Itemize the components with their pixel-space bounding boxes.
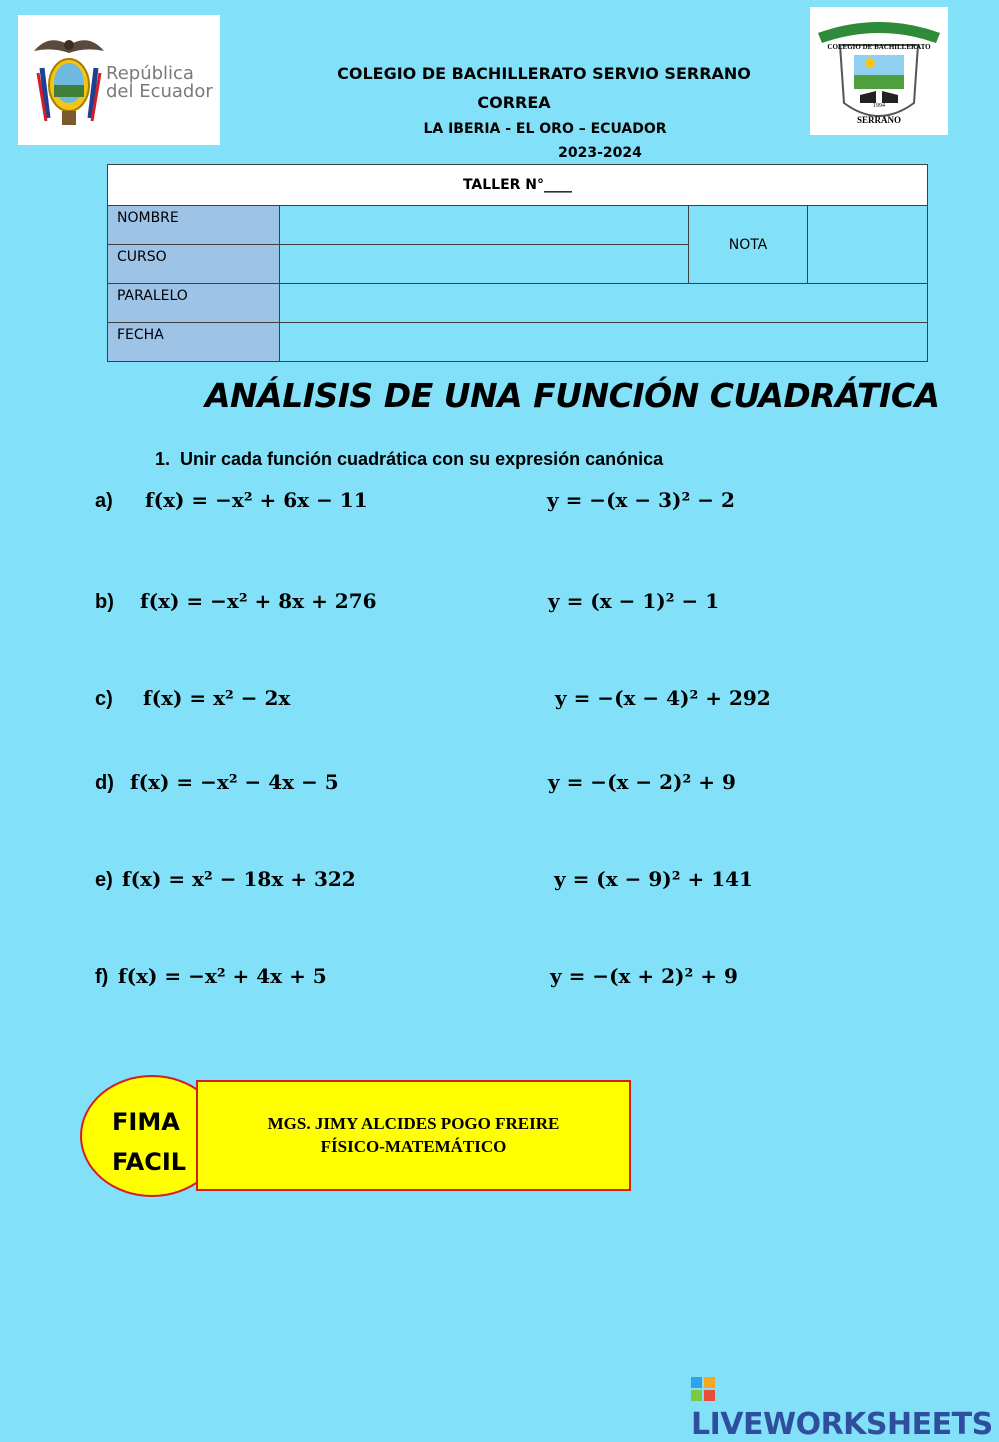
school-name-line2: CORREA (477, 93, 551, 112)
brand-line1: FIMA (112, 1108, 180, 1136)
school-year: 2023-2024 (558, 145, 642, 161)
grade-label: NOTA (689, 206, 808, 284)
name-field[interactable] (280, 206, 689, 245)
school-location: LA IBERIA - EL ORO – ECUADOR (423, 121, 667, 137)
liveworksheets-icon (691, 1377, 715, 1401)
seal-top-text: COLEGIO DE BACHILLERATO (827, 43, 931, 51)
logo-text-republica: República (106, 63, 194, 84)
school-seal (810, 7, 948, 135)
item-f-canonical[interactable]: y = −(x + 2)² + 9 (550, 964, 738, 988)
author-box (196, 1080, 631, 1191)
brand-name (112, 1102, 186, 1182)
school-seal-icon (810, 7, 948, 135)
student-info-table (107, 164, 928, 362)
instruction-text: Unir cada función cuadrática con su expresión canónica (180, 449, 664, 469)
footer-brand: LIVEWORKSHEETS (691, 1407, 993, 1442)
item-c-function[interactable]: f(x) = x² − 2x (143, 686, 291, 710)
course-label: CURSO (108, 245, 280, 284)
brand-line2: FACIL (112, 1148, 187, 1176)
grade-field[interactable] (808, 206, 928, 284)
liveworksheets-logo (691, 1372, 999, 1442)
item-f-letter: f) (95, 966, 109, 988)
instruction-number: 1. (155, 449, 171, 469)
author-role: FÍSICO-MATEMÁTICO (320, 1137, 507, 1156)
seal-year: 1994 (873, 103, 885, 109)
instruction (155, 449, 663, 470)
item-a-canonical[interactable]: y = −(x − 3)² − 2 (547, 488, 735, 512)
item-e-letter: e) (95, 869, 113, 891)
date-label: FECHA (108, 323, 280, 362)
item-f-function[interactable]: f(x) = −x² + 4x + 5 (118, 964, 327, 988)
item-a-letter: a) (95, 490, 113, 512)
page-title: ANÁLISIS DE UNA FUNCIÓN CUADRÁTICA (205, 376, 940, 415)
name-label: NOMBRE (108, 206, 280, 245)
section-field[interactable] (280, 284, 928, 323)
workshop-title: TALLER N°____ (108, 165, 928, 206)
course-field[interactable] (280, 245, 689, 284)
item-b-function[interactable]: f(x) = −x² + 8x + 276 (140, 589, 377, 613)
item-d-function[interactable]: f(x) = −x² − 4x − 5 (130, 770, 339, 794)
item-c-letter: c) (95, 688, 113, 710)
section-label: PARALELO (108, 284, 280, 323)
school-name: COLEGIO DE BACHILLERATO SERVIO SERRANO (337, 64, 751, 83)
item-d-canonical[interactable]: y = −(x − 2)² + 9 (548, 770, 736, 794)
item-d-letter: d) (95, 772, 114, 794)
ecuador-logo (18, 15, 220, 145)
seal-bottom-text: SERRANO (856, 115, 902, 125)
ecuador-coat-of-arms-icon (24, 23, 114, 138)
item-a-function[interactable]: f(x) = −x² + 6x − 11 (145, 488, 368, 512)
item-c-canonical[interactable]: y = −(x − 4)² + 292 (555, 686, 771, 710)
item-e-function[interactable]: f(x) = x² − 18x + 322 (122, 867, 356, 891)
author-name: MGS. JIMY ALCIDES POGO FREIRE (267, 1114, 560, 1133)
item-e-canonical[interactable]: y = (x − 9)² + 141 (554, 867, 753, 891)
item-b-letter: b) (95, 591, 114, 613)
date-field[interactable] (280, 323, 928, 362)
item-b-canonical[interactable]: y = (x − 1)² − 1 (548, 589, 720, 613)
logo-text-ecuador: del Ecuador (106, 81, 213, 102)
